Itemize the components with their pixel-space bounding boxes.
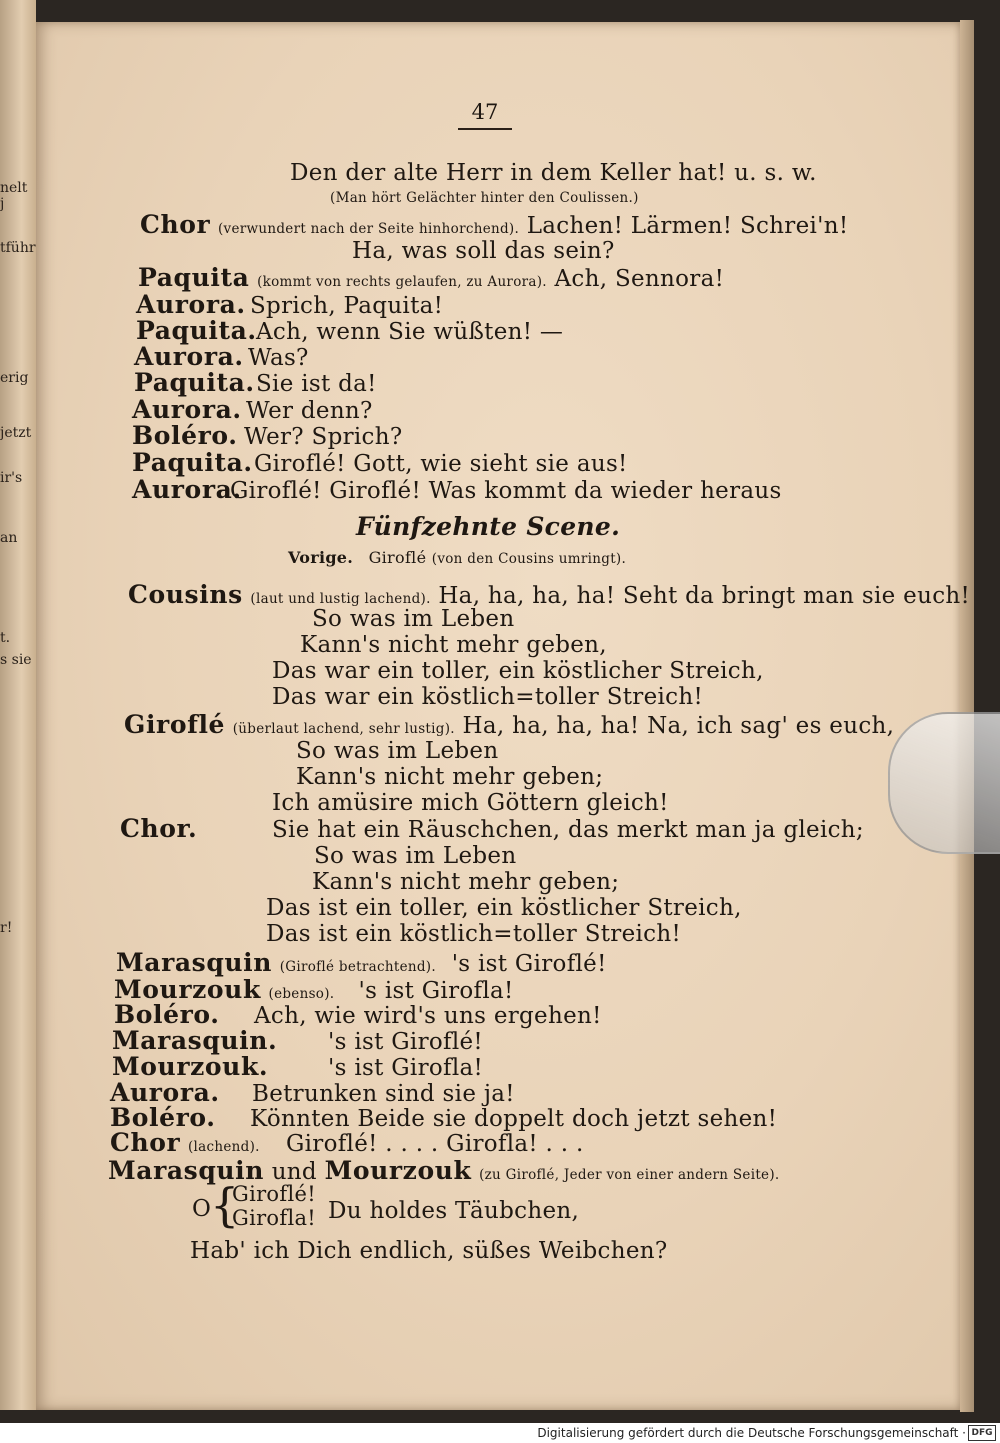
facing-page-fragment: t. (0, 630, 11, 646)
line-text: Sprich, Paquita! (250, 293, 444, 319)
dialogue-line (112, 1028, 483, 1054)
speaker-name: Chor (140, 210, 211, 239)
speaker-name: Paquita (138, 263, 250, 292)
speaker-name: Boléro. (114, 1000, 220, 1029)
page-clip (888, 712, 1000, 854)
facing-page-fragment: s sie (0, 652, 32, 668)
line-text: Ach, Sennora! (554, 266, 725, 292)
dialogue-line (114, 1002, 602, 1028)
stage-direction: (überlaut lachend, sehr lustig). (232, 721, 455, 737)
dialogue-line (124, 712, 894, 738)
speaker-name: Aurora. (132, 395, 242, 424)
stage-direction: (lachend). (187, 1139, 260, 1155)
dialogue-line (110, 1105, 777, 1131)
speaker-name: Marasquin (116, 948, 273, 977)
speaker-name: Aurora. (136, 290, 246, 319)
cast-label: Vorige. (288, 548, 354, 567)
dialogue-line (110, 1130, 584, 1156)
speaker-name: Cousins (128, 580, 243, 609)
stage-direction: (zu Giroflé, Jeder von einer andern Seite). (479, 1167, 780, 1183)
stage-direction: (Man hört Gelächter hinter den Coulissen.) (330, 190, 639, 206)
line-text: Lachen! Lärmen! Schrei'n! (526, 213, 849, 239)
speaker-name: Marasquin (108, 1156, 265, 1185)
facing-page-fragment: nelt j (0, 180, 28, 212)
verse-line-prefix: O (192, 1196, 212, 1222)
speaker-name: Mourzouk (114, 975, 261, 1004)
verse-line: Den der alte Herr in dem Keller hat! u. s. w. (290, 160, 817, 186)
facing-page-edge (0, 0, 36, 1410)
facing-page-fragment: r! (0, 920, 13, 936)
speaker-name: Boléro. (132, 421, 238, 450)
facing-page-fragment: jetzt (0, 425, 32, 441)
stage-direction: (laut und lustig lachend). (250, 591, 431, 607)
speaker-name: Aurora. (132, 475, 242, 504)
verse-line: Das ist ein toller, ein köstlicher Streich, (266, 895, 742, 921)
stage-direction: (Giroflé betrachtend). (279, 959, 436, 975)
facing-page-fragment: ir's (0, 470, 23, 486)
dialogue-line (108, 1158, 780, 1184)
speaker-name: Paquita. (132, 448, 253, 477)
line-text: Was? (248, 345, 309, 371)
line-text: Giroflé! Giroflé! Was kommt da wieder heraus (230, 478, 782, 504)
cast-name: Giroflé (368, 548, 427, 567)
dialogue-line (132, 423, 402, 449)
stage-direction: (von den Cousins umringt). (431, 551, 627, 567)
verse-line: Ich amüsire mich Göttern gleich! (272, 790, 669, 816)
scene-heading: Fünfzehnte Scene. (356, 512, 621, 541)
dialogue-line (134, 370, 377, 396)
speaker-name: Chor. (120, 814, 198, 843)
page-number: 47 (458, 100, 512, 130)
facing-page-fragment: tführ (0, 240, 36, 256)
verse-line: Du holdes Täubchen, (328, 1198, 580, 1224)
line-text: 's ist Giroflé! (328, 1029, 483, 1055)
verse-line: Hab' ich Dich endlich, süßes Weibchen? (190, 1238, 668, 1264)
line-text: 's ist Girofla! (358, 978, 514, 1004)
dialogue-line (134, 344, 309, 370)
speaker-name: Chor (110, 1128, 181, 1157)
stage-direction: (ebenso). (268, 986, 335, 1002)
dialogue-line (116, 950, 607, 976)
facing-page-fragment: erig (0, 370, 29, 386)
stage-direction: (kommt von rechts gelaufen, zu Aurora). (257, 274, 547, 290)
stage-direction: (verwundert nach der Seite hinhorchend). (217, 221, 520, 237)
footer-bar (0, 1423, 1000, 1443)
dialogue-line (136, 292, 443, 318)
speaker-name: Mourzouk. (112, 1052, 269, 1081)
verse-line: So was im Leben (296, 738, 499, 764)
verse-line: So was im Leben (312, 606, 515, 632)
line-text: Sie ist da! (256, 371, 377, 397)
line-text: Giroflé! . . . . Girofla! . . . (285, 1131, 584, 1157)
speaker-name: Mourzouk (324, 1156, 472, 1185)
line-text: Ha, ha, ha, ha! Seht da bringt man sie euch! (438, 583, 971, 609)
line-text: Könnten Beide sie doppelt doch jetzt sehen! (250, 1106, 778, 1132)
verse-line: Das war ein toller, ein köstlicher Streich, (272, 658, 764, 684)
line-text: Giroflé! Gott, wie sieht sie aus! (254, 451, 628, 477)
line-text: Ach, wie wird's uns ergehen! (254, 1003, 602, 1029)
verse-line: Das war ein köstlich=toller Streich! (272, 684, 703, 710)
dialogue-line (140, 212, 848, 238)
verse-line: Kann's nicht mehr geben; (296, 764, 604, 790)
verse-line: Ha, was soll das sein? (352, 238, 615, 264)
dialogue-line (128, 582, 970, 608)
stacked-name: Giroflé! (232, 1182, 316, 1206)
speaker-name: Paquita. (136, 316, 257, 345)
dialogue-line (120, 816, 864, 842)
dialogue-line (132, 450, 628, 476)
speaker-name: Aurora. (134, 342, 244, 371)
facing-page-fragment: an (0, 530, 18, 546)
verse-line: Das ist ein köstlich=toller Streich! (266, 921, 681, 947)
line-text: Ha, ha, ha, ha! Na, ich sag' es euch, (462, 713, 895, 739)
connector-word: und (271, 1159, 317, 1185)
stacked-name: Girofla! (232, 1206, 317, 1230)
verse-line: Kann's nicht mehr geben, (300, 632, 607, 658)
dialogue-line (138, 265, 724, 291)
brace-glyph: { (210, 1178, 240, 1232)
line-text: Wer denn? (246, 398, 373, 424)
line-text: 's ist Giroflé! (451, 951, 607, 977)
line-text: Ach, wenn Sie wüßten! — (256, 319, 564, 345)
line-text: Betrunken sind sie ja! (252, 1081, 515, 1107)
speaker-name: Boléro. (110, 1103, 216, 1132)
dialogue-line (136, 318, 563, 344)
speaker-name: Marasquin. (112, 1026, 278, 1055)
line-text: Sie hat ein Räuschchen, das merkt man ja gleich; (272, 817, 864, 843)
cast-line (288, 550, 626, 567)
dialogue-line (132, 477, 782, 503)
speaker-name: Paquita. (134, 368, 255, 397)
line-text: Wer? Sprich? (244, 424, 403, 450)
speaker-name: Giroflé (124, 710, 226, 739)
funding-credit: Digitalisierung gefördert durch die Deutsche Forschungsgemeinschaft · (537, 1426, 966, 1440)
line-text: 's ist Girofla! (328, 1055, 484, 1081)
dfg-logo-icon: DFG (968, 1425, 996, 1441)
verse-line: Kann's nicht mehr geben; (312, 869, 620, 895)
dialogue-line (112, 1054, 483, 1080)
verse-line: So was im Leben (314, 843, 517, 869)
speaker-name: Aurora. (110, 1078, 220, 1107)
dialogue-line (132, 397, 373, 423)
